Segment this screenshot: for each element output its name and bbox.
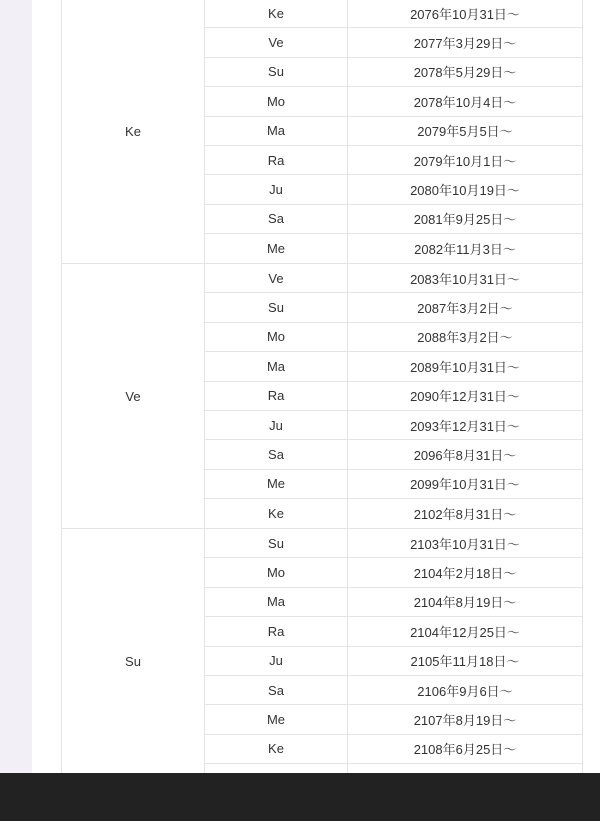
table-row [205, 440, 582, 469]
sub-period-planet: Su [205, 58, 348, 86]
group-label: Ve [62, 264, 205, 528]
table-group-ke [62, 0, 582, 264]
table-row [205, 293, 582, 322]
table-group-su [62, 529, 582, 773]
table-row [205, 588, 582, 617]
table-row [205, 470, 582, 499]
start-date: 2079年10月1日〜 [413, 153, 517, 169]
table-row [205, 558, 582, 587]
start-date: 2083年10月31日〜 [410, 271, 520, 287]
sub-period-planet: Ma [205, 117, 348, 145]
sub-period-planet: Ju [205, 175, 348, 203]
sub-period-planet: Mo [205, 87, 348, 115]
sub-period-planet: Ra [205, 382, 348, 410]
start-date: 2087年3月2日〜 [417, 301, 513, 317]
table-row [205, 705, 582, 734]
start-date: 2078年5月29日〜 [413, 65, 517, 81]
start-date: 2077年3月29日〜 [413, 36, 517, 52]
start-date: 2099年10月31日〜 [410, 477, 520, 493]
table-row [205, 735, 582, 764]
dasha-table [61, 0, 583, 773]
sub-period-planet: Mo [205, 323, 348, 351]
sub-period-planet: Sa [205, 205, 348, 233]
start-date: 2079年5月5日〜 [417, 124, 513, 140]
start-date: 2088年3月2日〜 [417, 330, 513, 346]
bottom-bar [0, 773, 600, 821]
start-date: 2082年11月3日〜 [414, 242, 516, 258]
table-row [205, 234, 582, 263]
start-date: 2093年12月31日〜 [410, 418, 520, 434]
table-row [205, 58, 582, 87]
start-date: 2078年10月4日〜 [413, 94, 517, 110]
table-row [205, 617, 582, 646]
table-row [205, 647, 582, 676]
sub-period-planet: Ma [205, 352, 348, 380]
table-row [205, 499, 582, 528]
start-date: 2105年11月18日〜 [410, 654, 520, 670]
table-row [205, 411, 582, 440]
start-date: 2104年2月18日〜 [413, 566, 517, 582]
sub-period-planet: Me [205, 470, 348, 498]
sub-period-planet: Ke [205, 735, 348, 763]
sub-period-planet: Ju [205, 647, 348, 675]
table-row [205, 146, 582, 175]
start-date: 2076年10月31日〜 [410, 6, 520, 22]
start-date [348, 764, 582, 773]
table-row [205, 764, 582, 773]
start-date: 2102年8月31日〜 [413, 507, 517, 523]
table-row [205, 382, 582, 411]
sub-period-planet: Me [205, 234, 348, 263]
table-row [205, 323, 582, 352]
sub-period-planet: Ke [205, 0, 348, 27]
sub-period-planet: Ma [205, 588, 348, 616]
table-group-ve [62, 264, 582, 529]
table-row [205, 87, 582, 116]
sub-period-planet: Ve [205, 264, 348, 292]
table-row [205, 175, 582, 204]
start-date: 2107年8月19日〜 [413, 713, 517, 729]
sub-period-planet: Su [205, 529, 348, 557]
start-date: 2090年12月31日〜 [410, 389, 520, 405]
sub-period-planet: Ke [205, 499, 348, 528]
sub-period-planet: Me [205, 705, 348, 733]
sub-period-planet: Ra [205, 146, 348, 174]
table-row [205, 205, 582, 234]
sub-period-planet: Sa [205, 676, 348, 704]
sub-period-planet: Ju [205, 411, 348, 439]
left-margin-strip [0, 0, 32, 773]
group-label: Su [62, 529, 205, 773]
table-row [205, 264, 582, 293]
sub-period-planet [205, 764, 348, 773]
group-label: Ke [62, 0, 205, 263]
sub-period-planet: Ra [205, 617, 348, 645]
sub-period-planet: Ve [205, 28, 348, 56]
start-date: 2104年12月25日〜 [410, 624, 520, 640]
sub-period-planet: Sa [205, 440, 348, 468]
start-date: 2080年10月19日〜 [410, 183, 520, 199]
table-row [205, 529, 582, 558]
table-row [205, 352, 582, 381]
table-row [205, 0, 582, 28]
sub-period-planet: Mo [205, 558, 348, 586]
start-date: 2108年6月25日〜 [413, 742, 517, 758]
start-date: 2104年8月19日〜 [413, 595, 517, 611]
table-row [205, 676, 582, 705]
sub-period-planet: Su [205, 293, 348, 321]
start-date: 2081年9月25日〜 [413, 212, 517, 228]
start-date: 2089年10月31日〜 [410, 359, 520, 375]
start-date: 2096年8月31日〜 [413, 448, 517, 464]
start-date: 2103年10月31日〜 [410, 536, 520, 552]
table-row [205, 28, 582, 57]
start-date: 2106年9月6日〜 [417, 683, 513, 699]
table-row [205, 117, 582, 146]
